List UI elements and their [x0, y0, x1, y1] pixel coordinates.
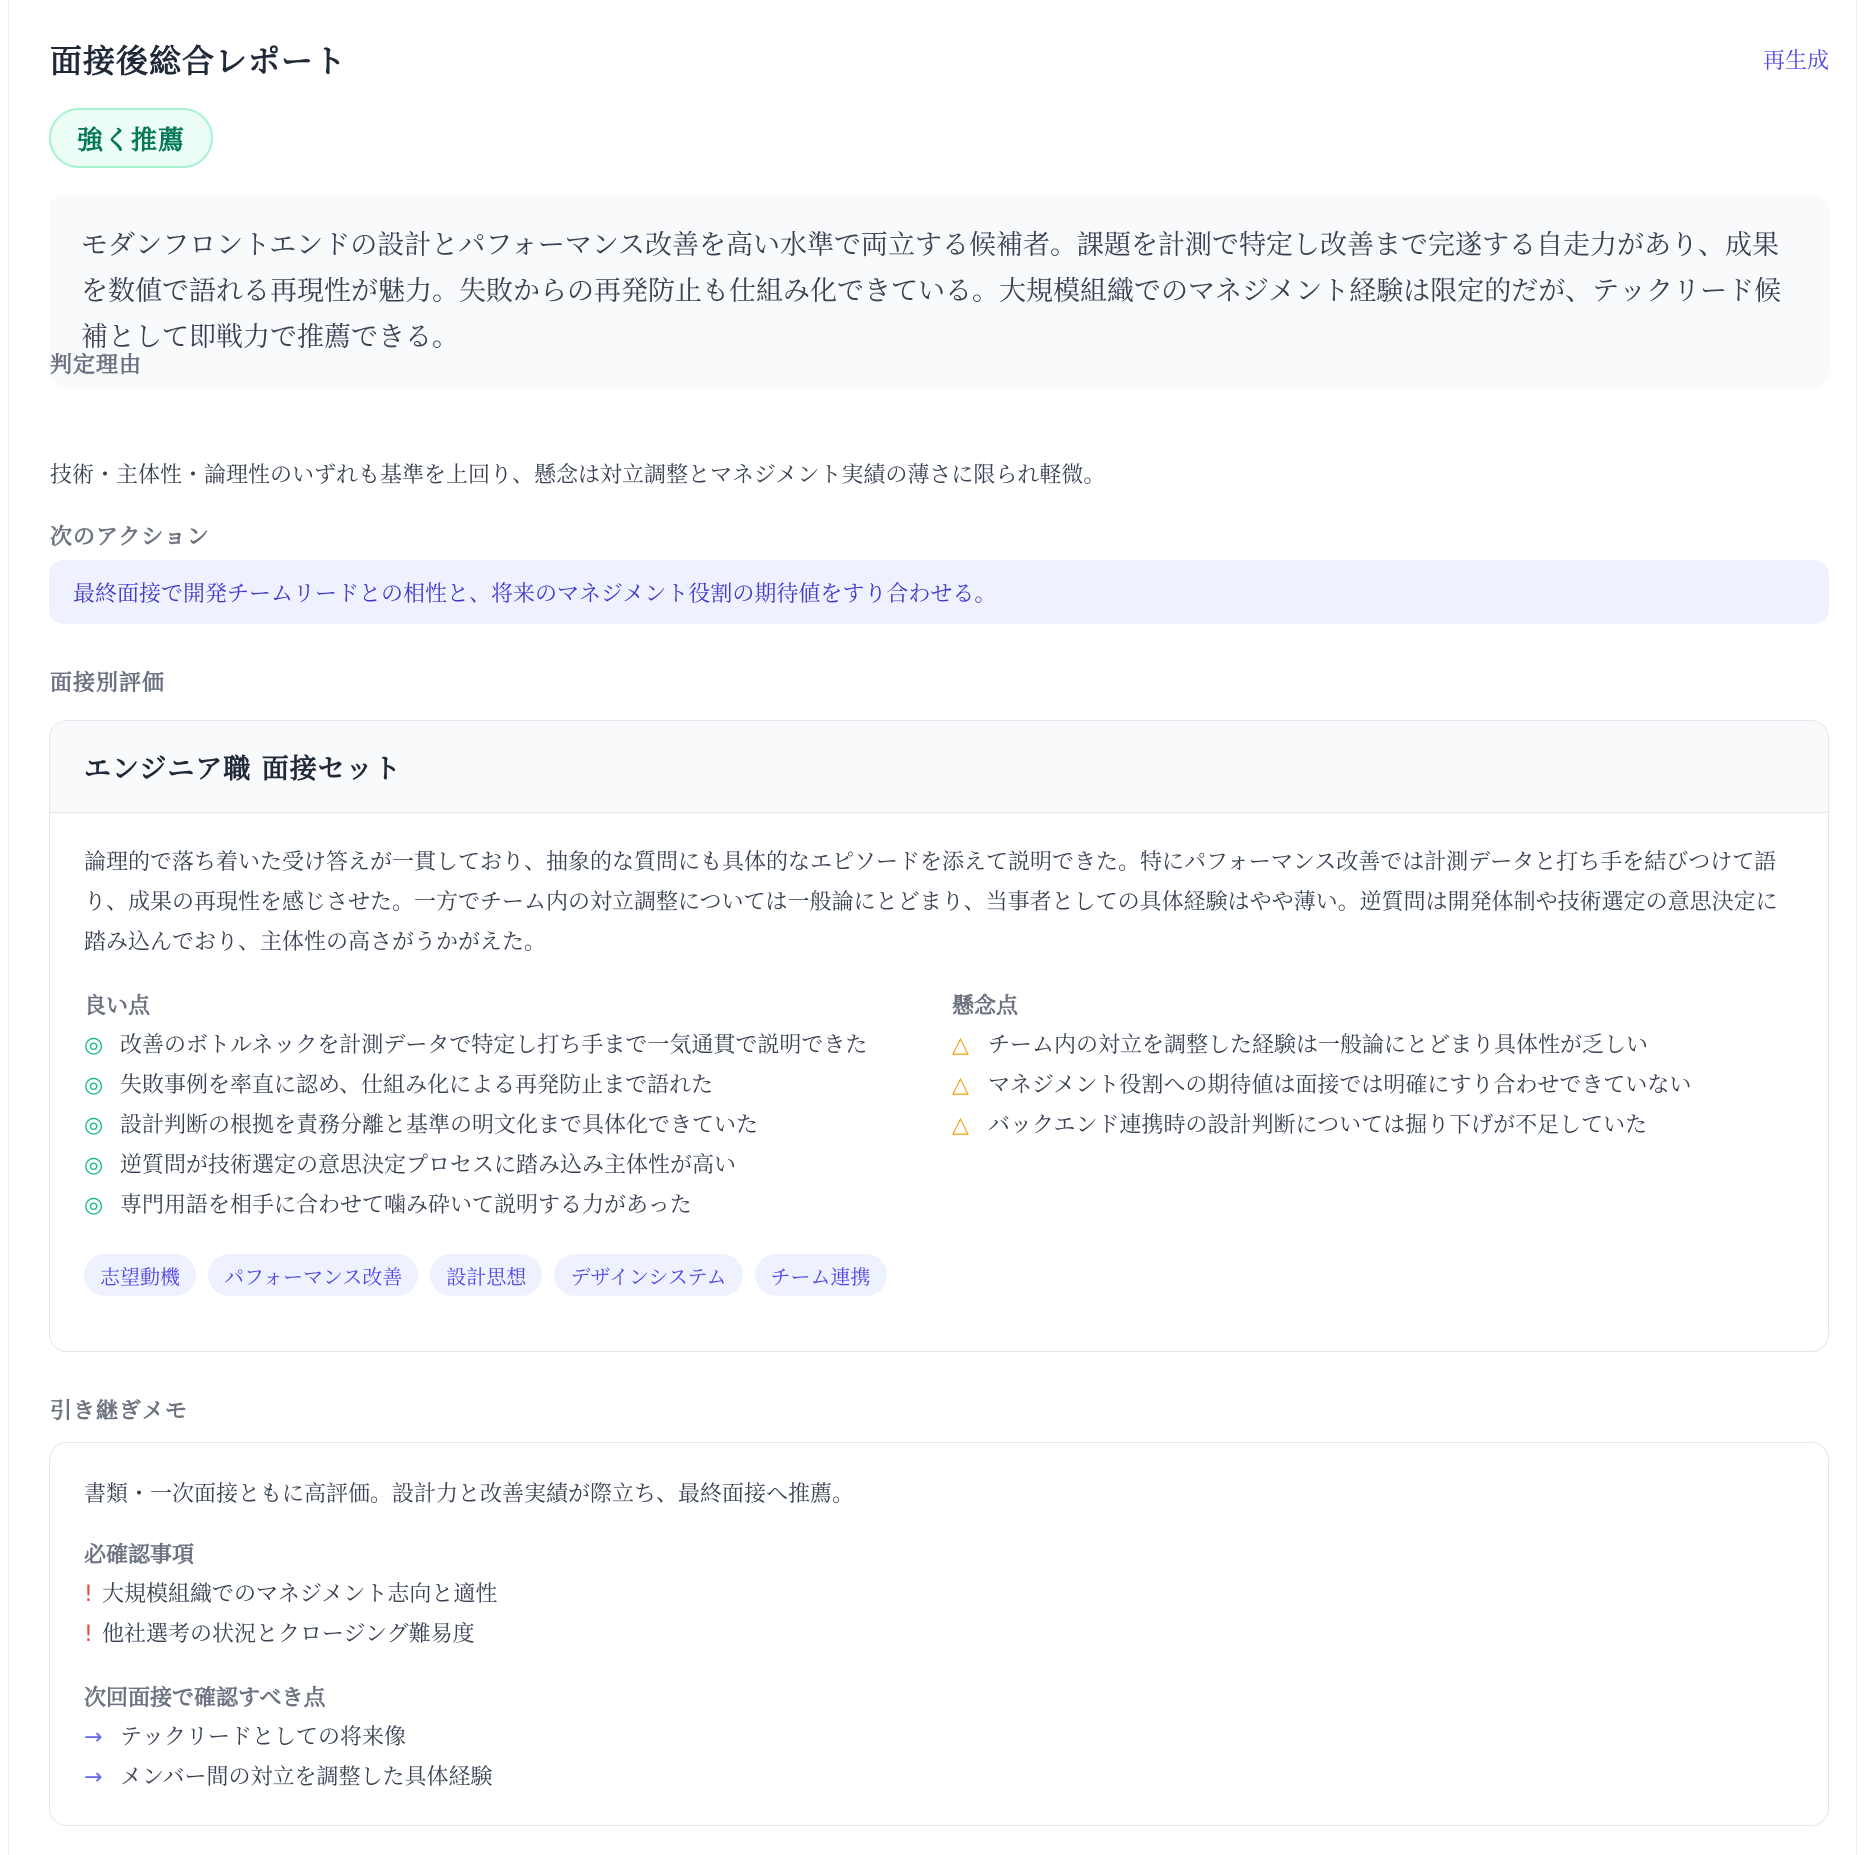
handover-text: 書類・一次面接ともに高評価。設計力と改善実績が際立ち、最終面接へ推薦。: [84, 1482, 855, 1507]
good-points-column: [84, 989, 952, 1230]
arrow-right-icon: →: [84, 1765, 103, 1790]
report-header: [50, 34, 1829, 84]
summary-box: モダンフロントエンドの設計とパフォーマンス改善を高い水準で両立する候補者。課題を計測で特定し改善まで完遂する自走力があり、成果を数値で語れる再現性が魅力。失敗からの再発防止も仕組み化できている。大規模組織でのマネジメント経験は限定的だが、テックリード候補として即戦力で推薦できる。: [49, 193, 1829, 389]
next-action-text: 最終面接で開発チームリードとの相性と、将来のマネジメント役割の期待値をすり合わせる。: [73, 581, 997, 607]
next-action-box: [49, 560, 1829, 624]
topic-tag[interactable]: 志望動機: [84, 1254, 196, 1296]
good-point-item: ◎ 逆質問が技術選定の意思決定プロセスに踏み込み主体性が高い: [84, 1150, 952, 1182]
recommendation-badge: 強く推薦: [49, 108, 213, 168]
good-point-item: ◎ 専門用語を相手に合わせて噛み砕いて説明する力があった: [84, 1190, 952, 1222]
interview-eval-text: 論理的で落ち着いた受け答えが一貫しており、抽象的な質問にも具体的なエピソードを添えて説明できた。特にパフォーマンス改善では計測データと打ち手を結びつけて語り、成果の再現性を感じさせた。一方でチーム内の対立調整については一般論にとどまり、当事者としての具体経験はやや薄い。逆質問は開発体制や技術選定の意思決定に踏み込んでおり、主体性の高さがうかがえた。: [84, 850, 1778, 955]
warning-triangle-icon: △: [952, 1113, 969, 1138]
arrow-right-icon: →: [84, 1725, 103, 1750]
warning-triangle-icon: △: [952, 1073, 969, 1098]
double-circle-icon: ◎: [84, 1033, 104, 1058]
handover-card: [49, 1442, 1829, 1826]
topic-tag[interactable]: 設計思想: [430, 1254, 542, 1296]
exclamation-icon: !: [84, 1622, 93, 1647]
good-point-item: ◎ 設計判断の根拠を責務分離と基準の明文化まで具体化できていた: [84, 1110, 952, 1142]
judgement-text: 技術・主体性・論理性のいずれも基準を上回り、懸念は対立調整とマネジメント実績の薄さに限られ軽微。: [50, 463, 1106, 488]
regenerate-link[interactable]: 再生成: [1762, 48, 1829, 74]
next-point-item: → メンバー間の対立を調整した具体経験: [84, 1762, 1794, 1794]
good-point-item: ◎ 失敗事例を率直に認め、仕組み化による再発防止まで語れた: [84, 1070, 952, 1102]
must-confirm-label: 必確認事項: [84, 1543, 195, 1568]
concerns-label: 懸念点: [952, 994, 1019, 1019]
double-circle-icon: ◎: [84, 1073, 104, 1098]
topic-tag[interactable]: チーム連携: [755, 1254, 887, 1296]
topic-tag[interactable]: デザインシステム: [554, 1254, 742, 1296]
must-confirm-item: ! 大規模組織でのマネジメント志向と適性: [84, 1579, 1794, 1611]
report-panel: [8, 0, 1857, 1855]
warning-triangle-icon: △: [952, 1033, 969, 1058]
good-point-item: ◎ 改善のボトルネックを計測データで特定し打ち手まで一気通貫で説明できた: [84, 1030, 952, 1062]
page-title: 面接後総合レポート: [50, 42, 348, 80]
concern-item: △ マネジメント役割への期待値は面接では明確にすり合わせできていない: [952, 1070, 1794, 1102]
concerns-column: [952, 989, 1794, 1230]
interview-eval-label: 面接別評価: [50, 671, 166, 696]
interview-eval-card: [49, 720, 1829, 1352]
interview-card-title: エンジニア職 面接セット: [50, 721, 1828, 813]
must-confirm-item: ! 他社選考の状況とクロージング難易度: [84, 1619, 1794, 1651]
topic-tag[interactable]: パフォーマンス改善: [208, 1254, 418, 1296]
double-circle-icon: ◎: [84, 1113, 104, 1138]
handover-label: 引き継ぎメモ: [50, 1399, 189, 1424]
next-action-label: 次のアクション: [50, 525, 210, 550]
judgement-label: 判定理由: [50, 353, 143, 378]
concern-item: △ チーム内の対立を調整した経験は一般論にとどまり具体性が乏しい: [952, 1030, 1794, 1062]
concern-item: △ バックエンド連携時の設計判断については掘り下げが不足していた: [952, 1110, 1794, 1142]
good-points-label: 良い点: [84, 994, 151, 1019]
exclamation-icon: !: [84, 1582, 93, 1607]
double-circle-icon: ◎: [84, 1193, 104, 1218]
topic-tags: [84, 1254, 1794, 1296]
double-circle-icon: ◎: [84, 1153, 104, 1178]
next-points-label: 次回面接で確認すべき点: [84, 1686, 326, 1711]
next-point-item: → テックリードとしての将来像: [84, 1722, 1794, 1754]
